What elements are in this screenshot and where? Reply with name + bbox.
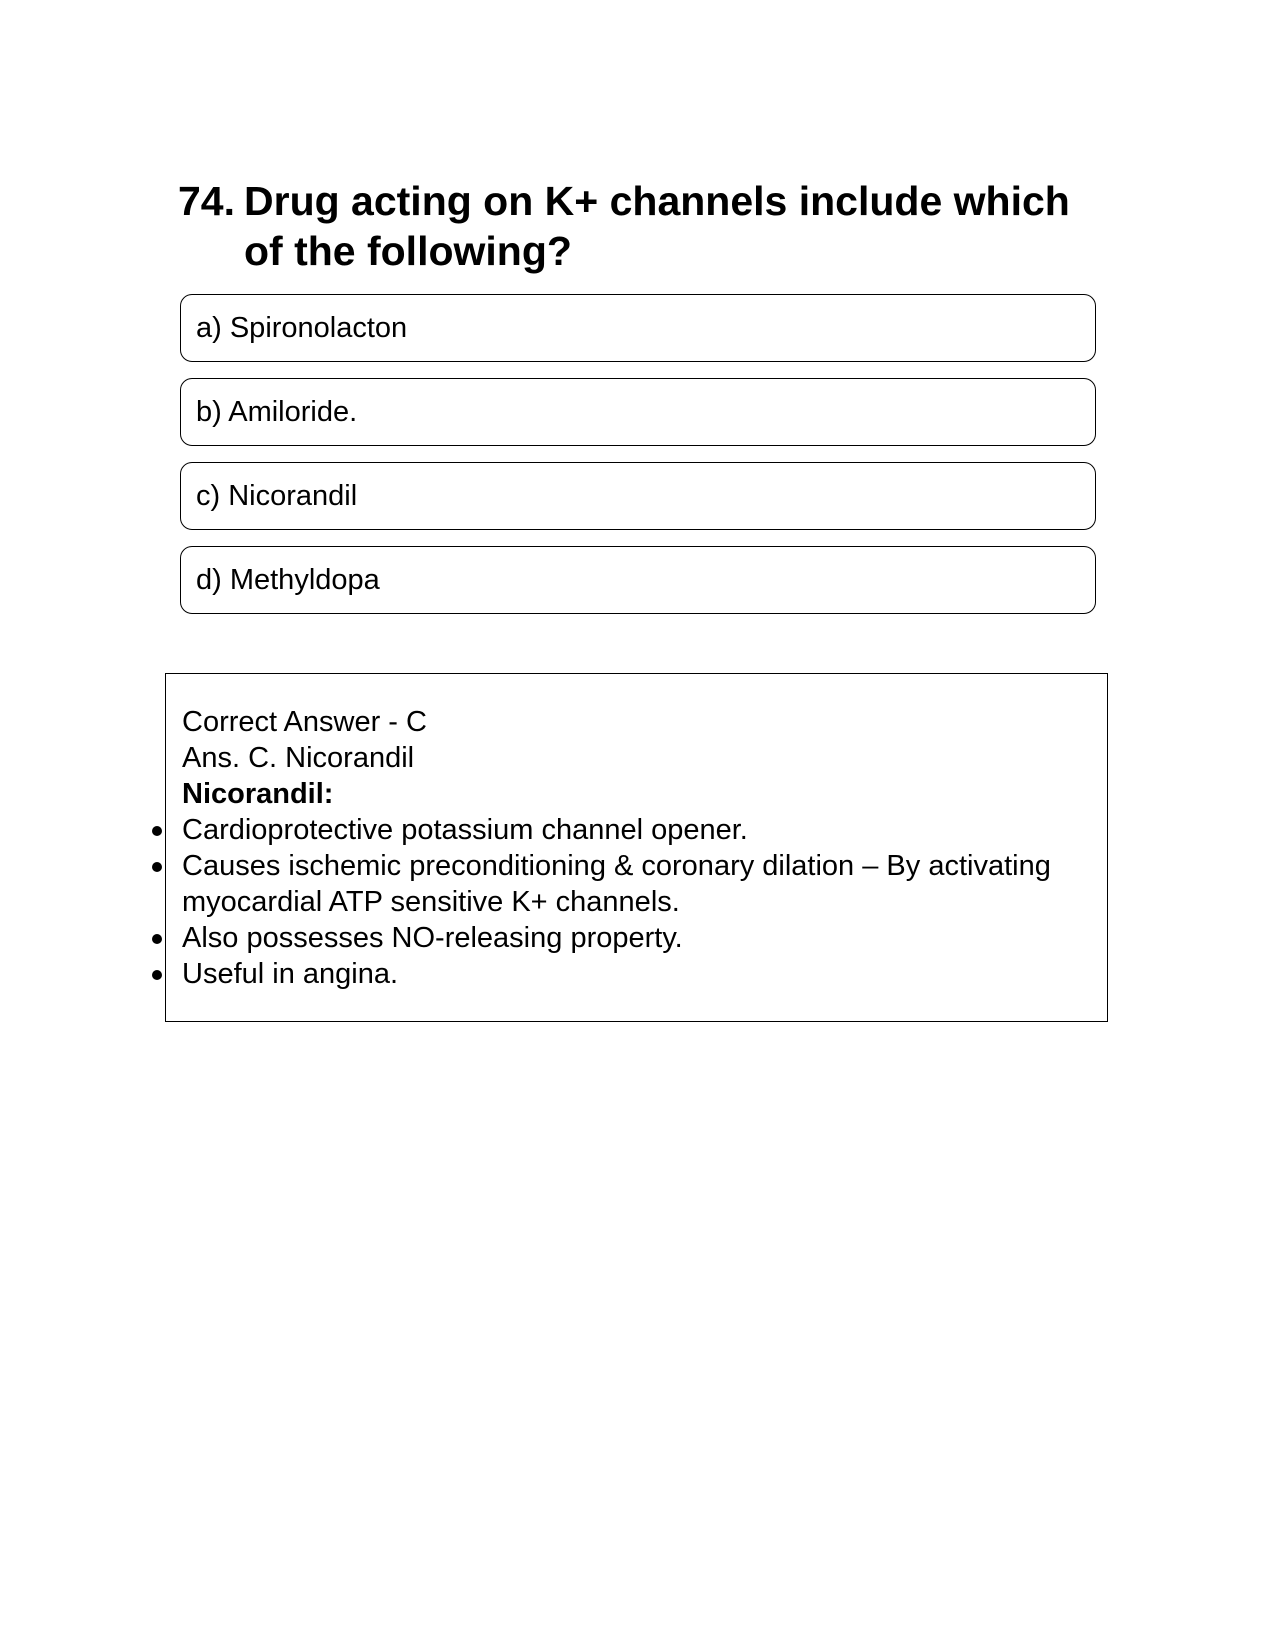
bullet-dot-icon <box>152 970 162 980</box>
option-label: b) Amiloride. <box>196 395 358 428</box>
answer-content <box>182 704 1087 992</box>
options-list <box>180 294 1096 630</box>
option-c[interactable] <box>180 462 1096 530</box>
answer-explanation-box <box>165 673 1108 1022</box>
bullet-dot-icon <box>152 826 162 836</box>
bullet-text: Cardioprotective potassium channel opener. <box>182 814 748 846</box>
option-label: a) Spironolacton <box>196 311 408 344</box>
list-item <box>182 848 1087 920</box>
bullet-text: Also possesses NO-releasing property. <box>182 922 683 954</box>
option-b[interactable] <box>180 378 1096 446</box>
explanation-bullets <box>182 812 1087 992</box>
list-item <box>182 956 1087 992</box>
bullet-text: Useful in angina. <box>182 958 399 990</box>
correct-answer-line: Correct Answer - C <box>182 706 427 738</box>
bullet-dot-icon <box>152 862 162 872</box>
answer-heading: Nicorandil: <box>182 778 334 810</box>
question <box>178 176 1098 276</box>
answer-line: Ans. C. Nicorandil <box>182 742 415 774</box>
list-item <box>182 812 1087 848</box>
option-label: d) Methyldopa <box>196 563 380 596</box>
list-item <box>182 920 1087 956</box>
option-d[interactable] <box>180 546 1096 614</box>
option-a[interactable] <box>180 294 1096 362</box>
bullet-dot-icon <box>152 934 162 944</box>
option-label: c) Nicorandil <box>196 479 358 512</box>
question-number: 74. <box>178 178 235 224</box>
question-text: Drug acting on K+ channels include which of the following? <box>244 178 1070 274</box>
bullet-text: Causes ischemic preconditioning & coronary dilation – By activating myocardial ATP sensitive K+ channels. <box>182 850 1051 918</box>
